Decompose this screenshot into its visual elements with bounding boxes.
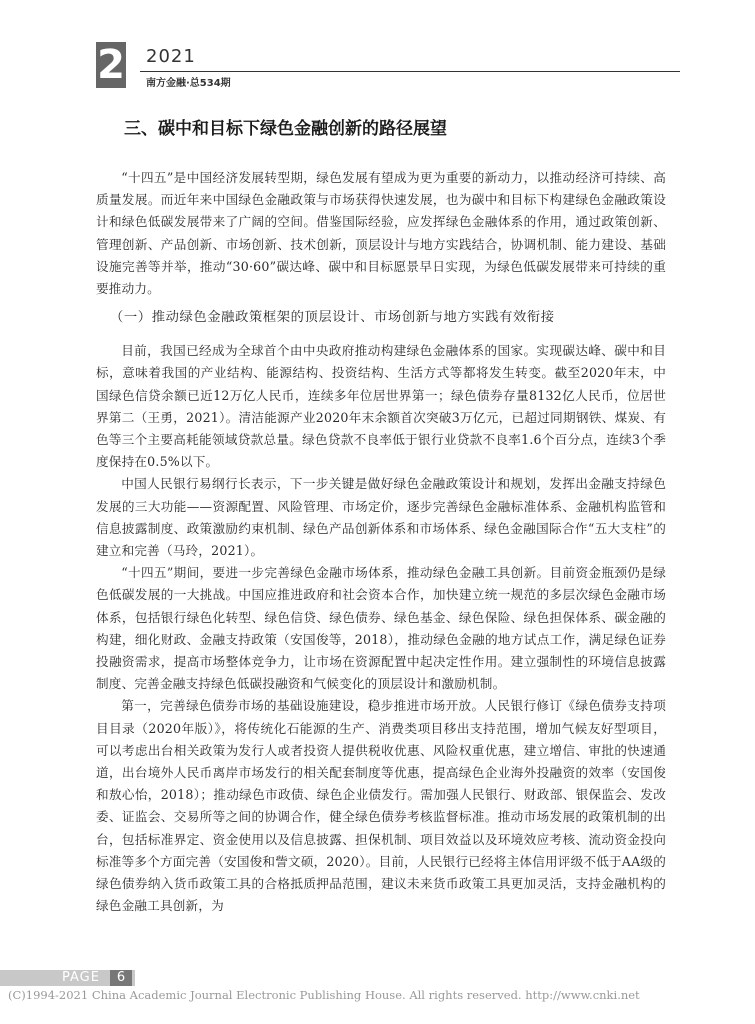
journal-name: 南方金融·总534期 xyxy=(146,78,231,89)
copyright-notice: (C)1994-2021 China Academic Journal Electronic Publishing House. All rights reserved. http://www.cnki.net xyxy=(8,988,640,1002)
header-rule xyxy=(140,71,680,72)
body-paragraph: 第一，完善绿色债券市场的基础设施建设，稳步推进市场开放。人民银行修订《绿色债券支持项目目录（2020年版）》，将传统化石能源的生产、消费类项目移出支持范围，增加气候友好型项目，可以考虑出台相关政策为发行人或者投资人提供税收优惠、风险权重优惠，建立增信、审批的快速通道，出台境外人民币离岸市场发行的相关配套制度等优惠，提高绿色企业海外投融资的效率（安国俊和敖心怡，2018）；推动绿色市政债、绿色企业债发行。需加强人民银行、财政部、银保监会、发改委、证监会、交易所等之间的协调合作，健全绿色债券考核监督标准。推动市场发展的政策机制的出台，包括标准界定、资金使用以及信息披露、担保机制、项目效益以及环境效应考核、流动资金投向标准等多个方面完善（安国俊和訾文硕，2020）。目前，人民银行已经将主体信用评级不低于AA级的绿色债券纳入货币政策工具的合格抵质押品范围，建议未来货币政策工具更加灵活，支持金融机构的绿色金融工具创新，为 xyxy=(96,698,666,914)
body-paragraph: 中国人民银行易纲行长表示，下一步关键是做好绿色金融政策设计和规划，发挥出金融支持绿色发展的三大功能——资源配置、风险管理、市场定价，逐步完善绿色金融标准体系、金融机构监管和信息披露制度、政策激励约束机制、绿色产品创新体系和市场体系、绿色金融国际合作“五大支柱”的建立和完善（马玲，2021）。 xyxy=(96,476,666,559)
header-year: 2021 xyxy=(146,46,196,67)
page-label: PAGE xyxy=(62,970,100,985)
body-paragraph: 目前，我国已经成为全球首个由中央政府推动构建绿色金融体系的国家。实现碳达峰、碳中和目标，意味着我国的产业结构、能源结构、投资结构、生活方式等都将发生转变。截至2020年末，中国绿色信贷余额已近12万亿人民币，连续多年位居世界第一；绿色债券存量8132亿人民币，位居世界第二（王勇，2021）。清洁能源产业2020年末余额首次突破3万亿元，已超过同期钢铁、煤炭、有色等三个主要高耗能领域贷款总量。绿色贷款不良率低于银行业贷款不良率1.6个百分点，连续3个季度保持在0.5%以下。 xyxy=(96,343,666,470)
subheading: （一）推动绿色金融政策框架的顶层设计、市场创新与地方实践有效衔接 xyxy=(110,310,555,326)
article-body xyxy=(96,117,666,918)
page-number: 6 xyxy=(110,970,132,986)
body-paragraph: “十四五”期间，要进一步完善绿色金融市场体系，推动绿色金融工具创新。目前资金瓶颈仍是绿色低碳发展的一大挑战。中国应推进政府和社会资本合作，加快建立统一规范的多层次绿色金融市场体系，包括银行绿色化转型、绿色信贷、绿色债券、绿色基金、绿色保险、绿色担保体系、碳金融的构建，细化财政、金融支持政策（安国俊等，2018），推动绿色金融的地方试点工作，满足绿色证券投融资需求，提高市场整体竞争力，让市场在资源配置中起决定性作用。建立强制性的环境信息披露制度、完善金融支持绿色低碳投融资和气候变化的顶层设计和激励机制。 xyxy=(96,565,666,692)
intro-paragraph: “十四五”是中国经济发展转型期，绿色发展有望成为更为重要的新动力，以推动经济可持续、高质量发展。而近年来中国绿色金融政策与市场获得快速发展，也为碳中和目标下构建绿色金融政策设计和绿色低碳发展带来了广阔的空间。借鉴国际经验，应发挥绿色金融体系的作用，通过政策创新、管理创新、产品创新、市场创新、技术创新，顶层设计与地方实践结合，协调机制、能力建设、基础设施完善等并举，推动“30·60”碳达峰、碳中和目标愿景早日实现，为绿色低碳发展带来可持续的重要推动力。 xyxy=(96,170,666,297)
section-title: 三、碳中和目标下绿色金融创新的路径展望 xyxy=(124,119,447,139)
issue-number-badge: 2 xyxy=(97,42,125,88)
